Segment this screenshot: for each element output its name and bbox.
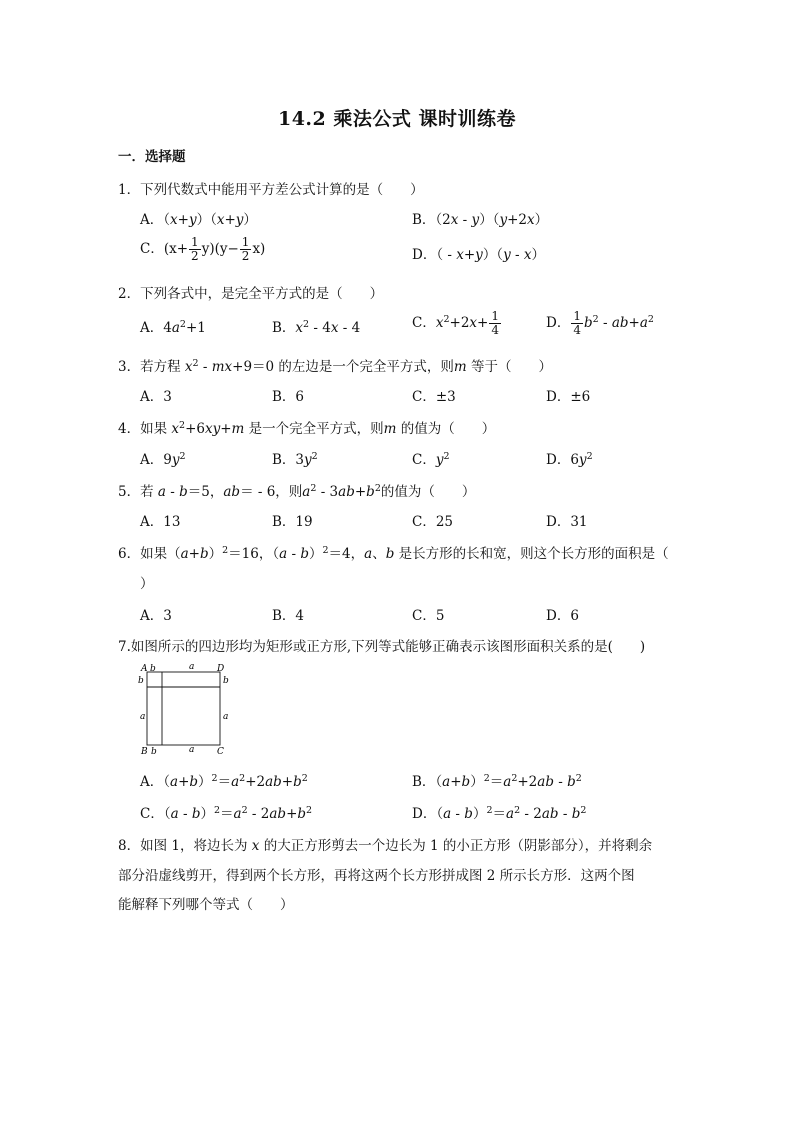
q6-option-c[interactable]: C．5 (412, 608, 445, 624)
question-5-stem: 5．若 a - b＝5，ab＝ - 6，则$a^2 - 3ab+b^2$的值为（ ） (118, 483, 476, 500)
bottom-b-label: b (151, 747, 157, 757)
q7-option-d[interactable]: D．$(a - b)^2=a^2 - 2ab - b^2$ (412, 805, 587, 822)
question-7-stem: 7.如图所示的四边形均为矩形或正方形,下列等式能够正确表示该图形面积关系的是( ) (118, 639, 646, 655)
question-6-stem: 6．如果$(a+b)^2=16$，（a - b）$^2$＝4，a、b 是长方形的长和宽，则这个长方形的面积是（ (118, 545, 669, 562)
question-6-stem-cont: ） (140, 576, 154, 592)
top-b-label: b (150, 664, 156, 674)
question-1-stem: 1．下列代数式中能用平方差公式计算的是（ ） (118, 182, 424, 198)
q1-option-c[interactable]: C．(x+ $\frac{1}{2}$ y)(y− $\frac{1}{2}$ x) (140, 235, 266, 263)
q3-option-a[interactable]: A．3 (140, 389, 172, 405)
question-8-line-1: 8．如图 1，将边长为 x 的大正方形剪去一个边长为 1 的小正方形（阴影部分），并将剩余 (118, 838, 653, 854)
vertex-a: A (141, 664, 148, 674)
question-3-stem: 3．若方程 $x^2 - mx+9=0$ 的左边是一个完全平方式，则m 等于（ ） (118, 358, 553, 375)
vertex-c: C (217, 747, 224, 757)
question-8-line-2: 部分沿虚线剪开，得到两个长方形，再将这两个长方形拼成图 2 所示长方形．这两个图 (118, 868, 635, 884)
q4-option-b[interactable]: B．$3y^2$ (272, 451, 318, 468)
q4-option-d[interactable]: D．$6y^2$ (546, 451, 593, 468)
q5-option-a[interactable]: A．13 (140, 514, 181, 530)
right-b-label: b (223, 676, 229, 686)
vertex-b: B (141, 747, 148, 757)
q2-option-a[interactable]: A．$4a^2+1$ (140, 319, 206, 336)
q2-option-c[interactable]: C．$x^2+2x+$ $\frac{1}{4}$ (412, 309, 499, 337)
q3-option-d[interactable]: D．±6 (546, 389, 591, 405)
q1-option-b[interactable]: B．（2x - y）（y+2x） (412, 212, 549, 228)
page-title: 14.2 乘法公式 课时训练卷 (277, 108, 516, 130)
q3-option-c[interactable]: C．±3 (412, 389, 456, 405)
q7-figure (134, 660, 244, 758)
q7-option-a[interactable]: A．$(a+b)^2=a^2+2ab+b^2$ (140, 773, 308, 790)
q6-option-a[interactable]: A．3 (140, 608, 172, 624)
outer-square (147, 672, 220, 745)
right-a-label: a (223, 712, 229, 722)
q6-option-d[interactable]: D．6 (546, 608, 579, 624)
q5-option-c[interactable]: C．25 (412, 514, 454, 530)
q7-option-b[interactable]: B．$(a+b)^2=a^2+2ab - b^2$ (412, 773, 582, 790)
top-a-label: a (189, 662, 195, 672)
question-8-line-3: 能解释下列哪个等式（ ） (118, 897, 294, 913)
q4-option-c[interactable]: C．$y^2$ (412, 451, 450, 468)
section-heading: 一．选择题 (118, 149, 186, 165)
vertex-d: D (217, 664, 225, 674)
q5-option-d[interactable]: D．31 (546, 514, 588, 530)
q2-option-d[interactable]: D． $\frac{1}{4}$ $b^2 - ab+a^2$ (546, 309, 654, 337)
left-a-label: a (140, 712, 146, 722)
q1-option-a[interactable]: A．（x+y）（x+y） (140, 212, 257, 228)
question-4-stem: 4．如果 $x^2+6xy+m$ 是一个完全平方式，则m 的值为（ ） (118, 420, 496, 437)
q6-option-b[interactable]: B．4 (272, 608, 305, 624)
bottom-a-label: a (189, 745, 195, 755)
q7-option-c[interactable]: C．$(a - b)^2=a^2 - 2ab+b^2$ (140, 805, 313, 822)
q5-option-b[interactable]: B．19 (272, 514, 313, 530)
question-2-stem: 2．下列各式中，是完全平方式的是（ ） (118, 286, 384, 302)
q4-option-a[interactable]: A．$9y^2$ (140, 451, 186, 468)
q3-option-b[interactable]: B．6 (272, 389, 305, 405)
q1-option-d[interactable]: D．（ - x+y）（y - x） (412, 247, 545, 263)
left-b-label: b (138, 676, 144, 686)
q2-option-b[interactable]: B．$x^2 - 4x - 4$ (272, 319, 361, 336)
